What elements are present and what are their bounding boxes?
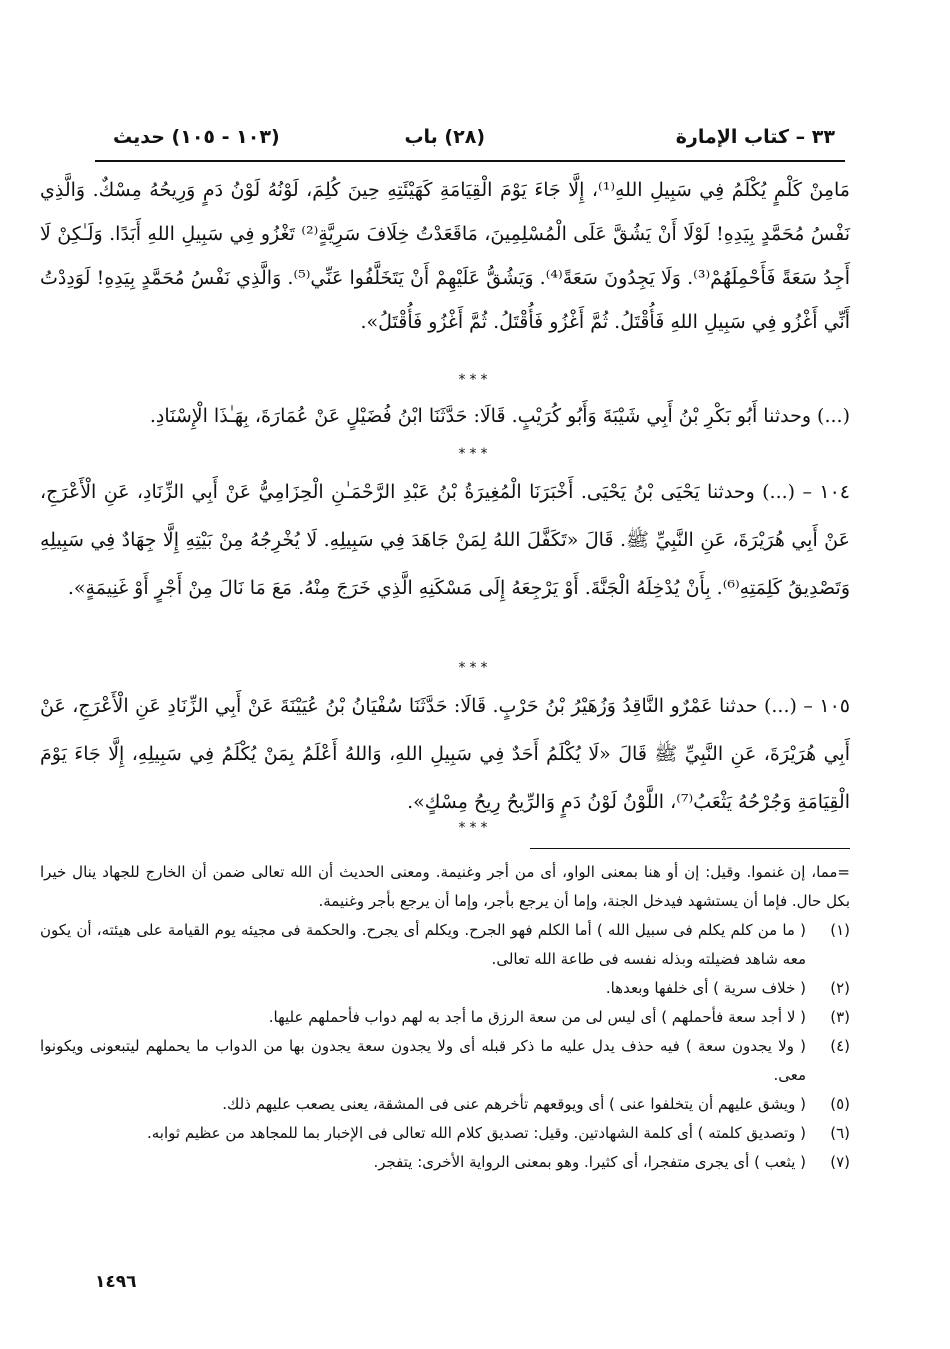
footnote-1 — [40, 916, 850, 974]
footnote-number: (٢) — [830, 979, 850, 997]
footnote-5 — [40, 1090, 850, 1119]
section-separator: *** — [458, 820, 492, 836]
header-divider — [95, 160, 845, 162]
hadith-range: (١٠٣ - ١٠٥) حديث — [113, 126, 280, 148]
footnote-7 — [40, 1148, 850, 1177]
footnote-number: (٥) — [830, 1095, 850, 1113]
footnote-3 — [40, 1003, 850, 1032]
footnote-text: ( لا أجد سعة فأحملهم ) أى ليس لى من سعة الرزق ما أجد به لهم دواب فأحملهم عليها. — [268, 1008, 806, 1026]
footnote-text: ( خلاف سرية ) أى خلفها وبعدها. — [605, 979, 806, 997]
book-title: ٣٣ – كتاب الإمارة — [675, 126, 835, 148]
footnote-text: ( يثعب ) أى يجرى متفجرا، أى كثيرا. وهو بمعنى الرواية الأخرى: يتفجر. — [373, 1153, 806, 1171]
footnote-4 — [40, 1032, 850, 1090]
footnote-text: ( وتصديق كلمته ) أى كلمة الشهادتين. وقيل: تصديق كلام الله تعالى فى الإخبار بما للمجاهد من عظيم ثوابه. — [147, 1124, 806, 1142]
hadith-text-continued: مَامِنْ كَلْمٍ يُكْلَمُ فِي سَبِيلِ اللهِ⁽¹⁾، إِلَّا جَاءَ يَوْمَ الْقِيَامَةِ كَهَيْئَتِهِ حِينَ كُلِمَ، لَوْنُهُ لَوْنُ دَمٍ وَرِيحُهُ مِسْكٌ. وَالَّذِي نَفْسُ مُحَمَّدٍ بِيَدِهِ! لَوْلَا أَنْ يَشُقَّ عَلَى الْمُسْلِمِينَ، مَاقَعَدْتُ خِلَافَ سَرِيَّةٍ⁽²⁾ تَغْزُو فِي سَبِيلِ اللهِ أَبَدًا. وَلَـٰكِنْ لَا أَجِدُ سَعَةً فَأَحْمِلَهُمْ⁽³⁾. وَلَا يَجِدُونَ سَعَةً⁽⁴⁾. وَيَشُقُّ عَلَيْهِمْ أَنْ يَتَخَلَّفُوا عَنِّي⁽⁵⁾. وَالَّذِي نَفْسُ مُحَمَّدٍ بِيَدِهِ! لَوَدِدْتُ أَنِّي أَغْزُو فِي سَبِيلِ اللهِ فَأُقْتَلُ. ثُمَّ أَغْزُو فَأُقْتَلُ. ثُمَّ أَغْزُو فَأُقْتَلُ». — [40, 179, 851, 333]
footnote-text: ( ما من كلم يكلم فى سبيل الله ) أما الكلم فهو الجرح. ويكلم أى يجرح. والحكمة فى مجيئه يوم القيامة على هيئته، أن يكون معه شاهد فضيلته وبذله نفسه فى طاعة الله تعالى. — [40, 921, 806, 968]
footnote-continuation: =مما، إن غنموا. وقيل: إن أو هنا بمعنى الواو، أى من أجر وغنيمة. ومعنى الحديث أن الله تعالى ضمن أن الخارج للجهاد ينال خيرا بكل حال. فإما أن يستشهد فيدخل الجنة، وإما أن يرجع بأجر، وإما أن يرجع بأجر وغنيمة. — [40, 863, 850, 910]
footnote-number: (٤) — [830, 1037, 850, 1055]
hadith-105: ١٠٥ – (...) حدثنا عَمْرٌو النَّاقِدُ وَزُهَيْرُ بْنُ حَرْبٍ. قَالَا: حَدَّثَنَا سُفْيَانُ بْنُ عُيَيْنَةَ عَنْ أَبِي الزِّنَادِ عَنِ الْأَعْرَجِ، عَنْ أَبِي هُرَيْرَةَ، عَنِ النَّبِيِّ ﷺ قَالَ «لَا يُكْلَمُ أَحَدٌ فِي سَبِيلِ اللهِ، وَاللهُ أَعْلَمُ بِمَنْ يُكْلَمُ فِي سَبِيلِهِ، إِلَّا جَاءَ يَوْمَ الْقِيَامَةِ وَجُرْحُهُ يَثْعَبُ⁽⁷⁾، اللَّوْنُ لَوْنُ دَمٍ وَالرِّيحُ رِيحُ مِسْكٍ». — [40, 695, 850, 813]
footnote-number: (٦) — [830, 1124, 850, 1142]
footnote-2 — [40, 974, 850, 1003]
footnote-divider — [530, 848, 850, 849]
footnote-number: (٣) — [830, 1008, 850, 1026]
section-separator: *** — [458, 372, 492, 388]
footnote-number: (٧) — [830, 1153, 850, 1171]
hadith-104: ١٠٤ – (...) وحدثنا يَحْيَى بْنُ يَحْيَى. أَخْبَرَنَا الْمُغِيرَةُ بْنُ عَبْدِ الرَّحْمَـٰنِ الْحِزَامِيُّ عَنْ أَبِي الزِّنَادِ، عَنِ الْأَعْرَجِ، عَنْ أَبِي هُرَيْرَةَ، عَنِ النَّبِيِّ ﷺ. قَالَ «تَكَفَّلَ اللهُ لِمَنْ جَاهَدَ فِي سَبِيلِهِ. لَا يُخْرِجُهُ مِنْ بَيْتِهِ إِلَّا جِهَادٌ فِي سَبِيلِهِ وَتَصْدِيقُ كَلِمَتِهِ⁽⁶⁾. بِأَنْ يُدْخِلَهُ الْجَنَّةَ. أَوْ يَرْجِعَهُ إِلَى مَسْكَنِهِ الَّذِي خَرَجَ مِنْهُ. مَعَ مَا نَالَ مِنْ أَجْرٍ أَوْ غَنِيمَةٍ». — [40, 481, 850, 599]
footnote-text: ( ويشق عليهم أن يتخلفوا عنى ) أى ويوقعهم تأخرهم عنى فى المشقة، يعنى يصعب عليهم ذلك. — [222, 1095, 806, 1113]
section-separator: *** — [458, 660, 492, 676]
footnote-6 — [40, 1119, 850, 1148]
footnotes — [40, 858, 850, 1177]
footnote-number: (١) — [830, 921, 850, 939]
footnote-text: ( ولا يجدون سعة ) فيه حذف يدل عليه ما ذكر قبله أى ولا يجدون سعة يجدون بها من الدواب ما يحملهم ليتبعونى ويكونوا معى. — [40, 1037, 806, 1084]
section-separator: *** — [458, 446, 492, 462]
running-header — [95, 118, 845, 158]
hadith-chain-note: (...) وحدثنا أَبُو بَكْرِ بْنُ أَبِي شَيْبَةَ وَأَبُو كُرَيْبٍ. قَالَا: حَدَّثَنَا ابْنُ فُضَيْلٍ عَنْ عُمَارَةَ، بِهَـٰذَا الْإِسْنَادِ. — [149, 405, 850, 427]
page-number: ١٤٩٦ — [95, 1272, 137, 1292]
chapter-label: (٢٨) باب — [404, 126, 485, 148]
